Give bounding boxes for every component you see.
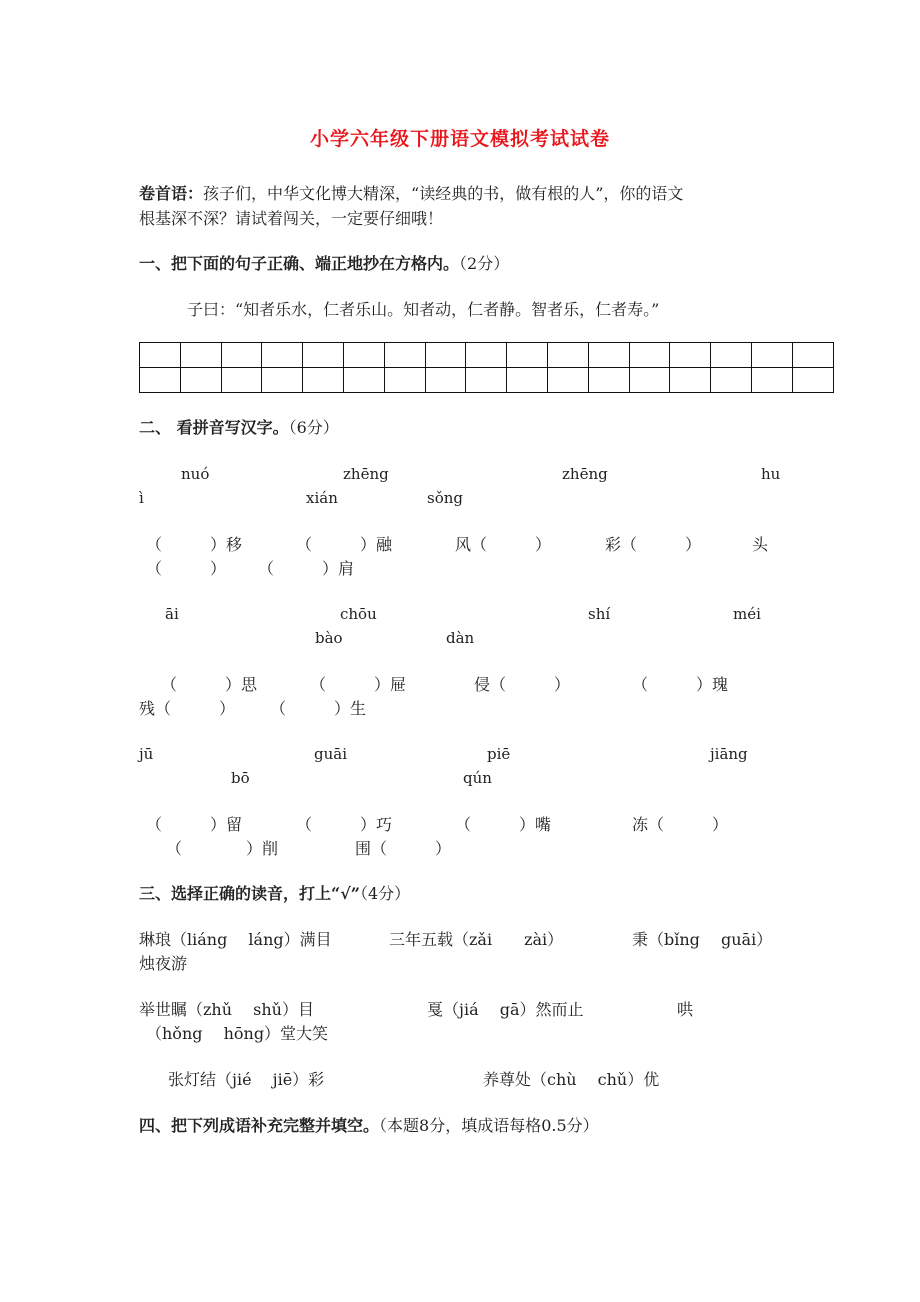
char-blank[interactable]: 侵（ ） <box>474 675 571 694</box>
char-text: 头 <box>752 535 769 554</box>
reading-choice[interactable]: 举世瞩（zhǔ shǔ）目 <box>139 1000 314 1019</box>
grid-row <box>140 368 834 393</box>
section1-title: 一、把下面的句子正确、端正地抄在方格内。 <box>139 254 460 273</box>
page-title: 小学六年级下册语文模拟考试试卷 <box>309 128 610 150</box>
grid-cell[interactable] <box>221 343 262 368</box>
grid-cell[interactable] <box>180 368 221 393</box>
reading-choice[interactable]: （hǒng hōng）堂大笑 <box>146 1024 329 1043</box>
char-blank[interactable]: 彩（ ） <box>605 535 702 554</box>
grid-cell[interactable] <box>140 368 181 393</box>
char-blank[interactable]: （ ）思 <box>161 675 258 694</box>
grid-cell[interactable] <box>384 368 425 393</box>
grid-cell[interactable] <box>262 368 303 393</box>
pinyin: xián <box>306 489 338 507</box>
char-blank[interactable]: （ ）生 <box>270 699 367 718</box>
char-blank[interactable]: （ ）移 <box>146 535 243 554</box>
section2-heading <box>139 416 339 440</box>
pinyin: qún <box>463 769 492 787</box>
grid-cell[interactable] <box>262 343 303 368</box>
grid-row <box>140 343 834 368</box>
pinyin: jū <box>139 745 154 763</box>
reading-choice[interactable]: 养尊处（chù chǔ）优 <box>483 1070 660 1089</box>
section4-heading <box>139 1114 599 1138</box>
char-blank[interactable]: （ ）嘴 <box>455 815 552 834</box>
preface-line-1 <box>139 182 683 206</box>
char-blank[interactable]: 围（ ） <box>355 839 452 858</box>
char-blank[interactable]: 风（ ） <box>455 535 552 554</box>
pinyin: sǒng <box>427 489 463 507</box>
pinyin: piē <box>487 745 511 763</box>
grid-cell[interactable] <box>384 343 425 368</box>
grid-cell[interactable] <box>303 343 344 368</box>
grid-cell[interactable] <box>670 368 711 393</box>
char-blank[interactable]: 冻（ ） <box>632 815 729 834</box>
grid-cell[interactable] <box>711 368 752 393</box>
grid-cell[interactable] <box>466 343 507 368</box>
grid-cell[interactable] <box>343 343 384 368</box>
section1-heading <box>139 252 509 276</box>
grid-cell[interactable] <box>507 368 548 393</box>
preface-text-1: 孩子们，中华文化博大精深，“读经典的书，做有根的人”，你的语文 <box>203 184 684 203</box>
grid-cell[interactable] <box>588 343 629 368</box>
grid-cell[interactable] <box>629 368 670 393</box>
writing-grid[interactable] <box>139 342 834 393</box>
char-blank[interactable]: （ ）瑰 <box>632 675 729 694</box>
grid-cell[interactable] <box>425 368 466 393</box>
reading-choice[interactable]: 戛（jiá gā）然而止 <box>427 1000 584 1019</box>
reading-choice[interactable]: 三年五载（zǎi zài） <box>389 930 564 949</box>
pinyin: jiāng <box>710 745 748 763</box>
preface-label: 卷首语： <box>139 184 204 203</box>
grid-cell[interactable] <box>180 343 221 368</box>
pinyin: bō <box>231 769 250 787</box>
reading-choice: 哄 <box>677 1000 694 1019</box>
pinyin: āi <box>165 605 179 623</box>
grid-cell[interactable] <box>751 343 792 368</box>
reading-choice[interactable]: 琳琅（liáng láng）满目 <box>139 930 332 949</box>
pinyin: chōu <box>340 605 377 623</box>
section1-score: （2分） <box>459 254 510 273</box>
grid-cell[interactable] <box>751 368 792 393</box>
grid-cell[interactable] <box>507 343 548 368</box>
pinyin: méi <box>733 605 761 623</box>
char-blank[interactable]: （ ）留 <box>146 815 243 834</box>
preface-line-2: 根基深不深？请试着闯关，一定要仔细哦！ <box>139 209 444 228</box>
char-blank[interactable]: 残（ ） <box>139 699 236 718</box>
char-blank[interactable]: （ ）削 <box>166 839 279 858</box>
grid-cell[interactable] <box>303 368 344 393</box>
grid-cell[interactable] <box>792 343 833 368</box>
reading-choice-cont: 烛夜游 <box>139 954 188 973</box>
section3-heading <box>139 882 410 906</box>
grid-cell[interactable] <box>425 343 466 368</box>
section2-title: 二、 看拼音写汉字。 <box>139 418 289 437</box>
grid-cell[interactable] <box>140 343 181 368</box>
pinyin: hu <box>761 465 781 483</box>
pinyin: guāi <box>314 745 348 763</box>
reading-choice[interactable]: 张灯结（jié jiē）彩 <box>168 1070 325 1089</box>
char-blank[interactable]: （ ）屉 <box>310 675 407 694</box>
section3-title: 三、选择正确的读音，打上“√” <box>139 884 360 903</box>
grid-cell[interactable] <box>221 368 262 393</box>
section4-score: （本题8分，填成语每格0.5分） <box>379 1116 599 1135</box>
section3-score: （4分） <box>359 884 411 903</box>
char-blank[interactable]: （ ） <box>146 559 227 578</box>
pinyin: zhēng <box>562 465 608 483</box>
grid-cell[interactable] <box>792 368 833 393</box>
section2-score: （6分） <box>288 418 339 437</box>
section1-quote: 子曰：“知者乐水，仁者乐山。知者动，仁者静。智者乐，仁者寿。” <box>187 300 660 319</box>
grid-cell[interactable] <box>670 343 711 368</box>
grid-cell[interactable] <box>343 368 384 393</box>
grid-cell[interactable] <box>588 368 629 393</box>
grid-cell[interactable] <box>547 343 588 368</box>
pinyin: zhēng <box>343 465 389 483</box>
grid-cell[interactable] <box>466 368 507 393</box>
char-blank[interactable]: （ ）巧 <box>296 815 393 834</box>
reading-choice[interactable]: 秉（bǐng guāi） <box>632 930 773 949</box>
pinyin: shí <box>588 605 611 623</box>
pinyin: bào <box>315 629 343 647</box>
grid-cell[interactable] <box>547 368 588 393</box>
pinyin: dàn <box>446 629 475 647</box>
pinyin: nuó <box>181 465 210 483</box>
section4-title: 四、把下列成语补充完整并填空。 <box>139 1116 380 1135</box>
char-blank[interactable]: （ ）肩 <box>258 559 355 578</box>
char-blank[interactable]: （ ）融 <box>296 535 393 554</box>
grid-cell[interactable] <box>629 343 670 368</box>
grid-cell[interactable] <box>711 343 752 368</box>
pinyin: ì <box>139 489 144 507</box>
